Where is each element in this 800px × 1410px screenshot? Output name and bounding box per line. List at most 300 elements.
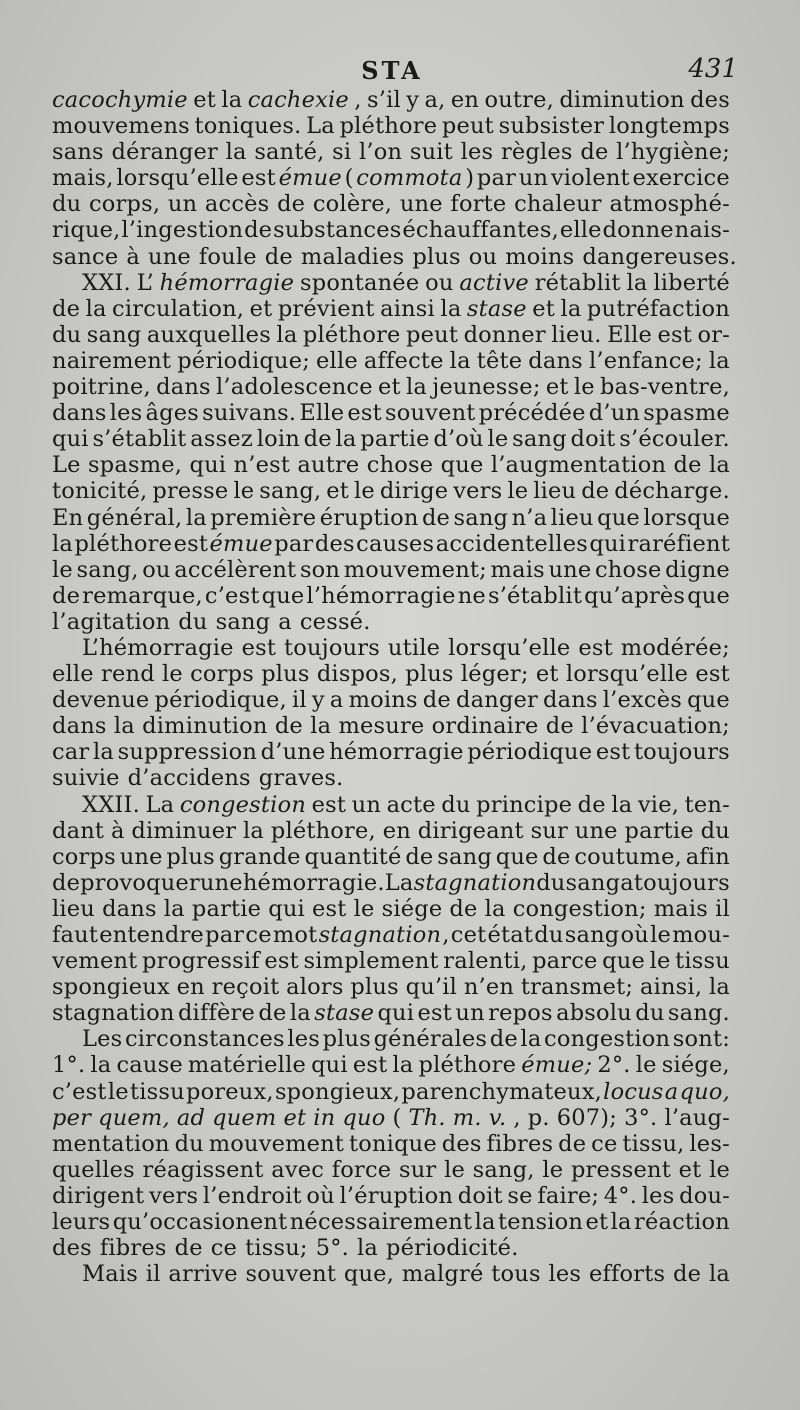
word: elle: [316, 347, 358, 374]
word: souvent: [384, 400, 476, 427]
word: le: [233, 478, 255, 505]
word: une: [574, 817, 618, 844]
word: ce: [591, 1130, 618, 1157]
word: per: [52, 1104, 92, 1131]
word: hémorragie: [329, 739, 464, 766]
word: du: [174, 1130, 204, 1157]
word: raréfient: [627, 530, 730, 557]
text-line: [52, 478, 730, 504]
word: vers: [453, 478, 503, 505]
word: la: [708, 974, 730, 1001]
word: quo: [342, 1104, 386, 1131]
word: l’excès: [602, 687, 682, 714]
word: poreux,: [185, 1078, 274, 1105]
word: état: [487, 922, 534, 948]
word: est: [657, 321, 692, 348]
word: vers: [149, 1182, 199, 1209]
word: périodicité.: [386, 1235, 519, 1262]
word: moins: [348, 687, 418, 714]
word: de: [258, 1000, 287, 1027]
word: l’ingestion: [121, 217, 244, 244]
word: tissu;: [245, 1235, 308, 1262]
word: qu’occasionent: [112, 1209, 288, 1236]
word: mouvement;: [343, 556, 487, 583]
word: en: [450, 87, 480, 113]
word: nairement: [52, 347, 172, 374]
word: circonstances: [124, 1026, 285, 1053]
word: de: [264, 243, 293, 270]
word: où: [306, 1182, 335, 1209]
text-line: [52, 609, 730, 635]
word: plus: [412, 243, 461, 270]
word: sang: [86, 321, 142, 348]
word: de: [580, 139, 609, 166]
word: les: [641, 1182, 675, 1209]
word: l’endroit: [202, 1182, 302, 1209]
word: sang: [512, 426, 567, 453]
word: elle: [559, 217, 602, 244]
word: le: [353, 895, 375, 922]
word: force: [331, 1156, 392, 1183]
word: spasme: [643, 400, 730, 427]
word: lorsqu’elle: [116, 165, 239, 192]
word: et: [535, 661, 559, 688]
word: générales: [373, 1026, 488, 1053]
word: sur: [398, 1156, 437, 1183]
word: doit: [457, 1182, 503, 1209]
word: jeunesse;: [432, 374, 541, 401]
word: (: [344, 165, 354, 192]
word: du: [52, 191, 82, 218]
word: L’: [136, 269, 154, 296]
word: la: [357, 1235, 379, 1262]
word: le: [650, 922, 671, 948]
text-line: [52, 139, 730, 165]
word: L’hémorragie: [82, 634, 234, 661]
word: ne: [457, 582, 486, 609]
word: v.: [488, 1104, 507, 1131]
word: la: [185, 504, 207, 531]
word: quem: [212, 1104, 277, 1131]
word: quelles: [52, 1156, 135, 1183]
text-line: [52, 818, 730, 844]
page-number: 431: [688, 54, 738, 84]
word: fibres: [99, 1235, 167, 1262]
word: vement: [52, 948, 138, 975]
word: dans: [528, 347, 583, 374]
word: spontanée: [299, 269, 420, 296]
word: siége: [381, 895, 443, 922]
word: toniques.: [194, 113, 302, 140]
word: malgré: [401, 1261, 484, 1288]
word: tonicité,: [52, 478, 148, 505]
word: diminution: [559, 87, 685, 113]
word: son: [299, 556, 341, 583]
word: dispos,: [316, 661, 399, 688]
word: bas-ventre,: [600, 374, 730, 401]
word: la: [52, 530, 74, 557]
word: quantité: [304, 843, 402, 870]
word: par: [205, 922, 245, 948]
word: violent: [550, 165, 630, 192]
word: qui: [52, 426, 89, 453]
word: plus: [166, 843, 215, 870]
word: éruption: [319, 504, 419, 531]
word: pléthore: [302, 321, 401, 348]
word: locus: [603, 1078, 664, 1105]
word: émue: [278, 165, 342, 192]
word: Les: [82, 1026, 123, 1053]
word: accélèrent: [174, 556, 297, 583]
word: provoquer: [80, 869, 200, 896]
word: est: [347, 400, 382, 427]
word: partie: [191, 895, 262, 922]
word: diffère: [177, 1000, 255, 1027]
word: et: [283, 1104, 307, 1131]
word: ten-: [684, 791, 730, 818]
word: nécessairement: [289, 1209, 473, 1236]
word: y: [311, 687, 325, 714]
word: échauffantes,: [402, 217, 559, 244]
word: poitrine,: [52, 374, 151, 401]
word: mouvemens: [52, 113, 190, 140]
word: dirigent: [52, 1182, 145, 1209]
word: simplement: [303, 948, 439, 975]
word: sang: [453, 504, 509, 531]
word: souvent: [245, 1261, 337, 1288]
word: un: [518, 165, 549, 192]
word: ou: [468, 243, 498, 270]
word: la: [708, 347, 730, 374]
word: tous: [491, 1261, 541, 1288]
text-line: [52, 713, 730, 739]
word: en: [176, 974, 205, 1001]
word: maladies: [300, 243, 405, 270]
word: foule: [198, 243, 257, 270]
word: toujours: [284, 634, 380, 661]
word: circulation,: [112, 295, 245, 322]
word: qui: [589, 530, 627, 557]
word: dans: [156, 374, 211, 401]
word: et: [249, 295, 273, 322]
text-line: [52, 217, 730, 243]
word: qui: [268, 895, 305, 922]
word: stase: [466, 295, 527, 322]
word: quem,: [98, 1104, 170, 1131]
word: si: [332, 139, 352, 166]
word: le: [444, 1156, 465, 1183]
text-line: [52, 270, 730, 296]
word: est: [241, 165, 276, 192]
word: assez: [190, 426, 253, 453]
word: tonique: [349, 1130, 437, 1157]
word: utile: [387, 634, 441, 661]
text-line: [52, 165, 730, 191]
word: le: [635, 1052, 657, 1079]
word: Mais: [82, 1261, 138, 1288]
word: sang,: [76, 556, 139, 583]
word: parenchymateux,: [401, 1078, 602, 1105]
word: à: [126, 243, 140, 270]
word: qu’il: [405, 974, 458, 1001]
word: la: [520, 1026, 542, 1053]
word: l’agitation: [52, 608, 171, 635]
word: ralenti,: [443, 948, 528, 975]
word: n’est: [233, 452, 291, 479]
word: sang.: [667, 1000, 730, 1027]
word: le: [107, 1078, 129, 1105]
word: stagnation: [413, 869, 537, 896]
word: grande: [218, 843, 301, 870]
word: de: [673, 1261, 702, 1288]
word: de: [52, 295, 81, 322]
word: arrive: [168, 1261, 238, 1288]
word: a: [278, 608, 292, 635]
word: La: [384, 869, 414, 896]
text-line: [52, 1079, 730, 1105]
word: la: [610, 1209, 632, 1236]
text-line: [52, 1026, 730, 1052]
word: des: [52, 1235, 92, 1262]
word: se: [507, 1182, 533, 1209]
word: siége,: [661, 1052, 730, 1079]
word: spongieux,: [274, 1078, 401, 1105]
word: la: [708, 452, 730, 479]
word: nais-: [674, 217, 730, 244]
word: progressif: [142, 948, 260, 975]
word: outre,: [484, 87, 554, 113]
word: 1°.: [52, 1052, 86, 1079]
word: un: [351, 791, 382, 818]
word: s’établit: [92, 426, 187, 453]
word: lorsqu’elle: [565, 661, 689, 688]
word: l’aug-: [664, 1104, 730, 1131]
word: de: [244, 217, 273, 244]
word: du: [178, 608, 208, 635]
word: du: [441, 791, 471, 818]
word: qui: [377, 1000, 415, 1027]
word: l’hémorragie: [306, 582, 456, 609]
word: tissu,: [622, 1130, 685, 1157]
word: les: [109, 400, 143, 427]
word: a: [329, 687, 344, 714]
word: matérielle: [187, 1052, 306, 1079]
word: est: [241, 634, 277, 661]
word: la: [276, 321, 298, 348]
word: par: [274, 530, 314, 557]
word: ,: [442, 922, 450, 948]
word: active: [459, 269, 529, 296]
word: congestion: [544, 1026, 671, 1053]
word: sang,: [472, 1156, 535, 1183]
word: (: [392, 1104, 402, 1131]
word: il: [715, 895, 730, 922]
word: a: [620, 869, 634, 896]
word: et: [545, 374, 569, 401]
word: accès: [204, 191, 270, 218]
word: le: [649, 948, 671, 975]
word: que,: [343, 1261, 395, 1288]
word: les: [287, 1026, 320, 1053]
text-line: [52, 1105, 730, 1131]
text-line: [52, 870, 730, 896]
word: mais: [653, 895, 709, 922]
word: chose: [366, 452, 434, 479]
word: plus: [322, 1026, 371, 1053]
word: le: [507, 478, 529, 505]
word: d’où: [433, 426, 484, 453]
word: corps: [190, 661, 254, 688]
word: acte: [386, 791, 436, 818]
word: que: [440, 452, 484, 479]
word: tissu: [675, 948, 730, 975]
word: règles: [500, 139, 573, 166]
word: toujours: [633, 869, 730, 896]
text-line: [52, 765, 730, 791]
word: 2°.: [597, 1052, 631, 1079]
text-line: [52, 1052, 730, 1078]
word: dans: [543, 687, 598, 714]
text-line: [52, 296, 730, 322]
word: Th.: [408, 1104, 446, 1131]
word: de: [405, 843, 434, 870]
word: subsister: [498, 113, 605, 140]
word: putréfaction: [586, 295, 730, 322]
word: 5°.: [315, 1235, 350, 1262]
word: du: [536, 869, 566, 896]
word: et: [377, 374, 401, 401]
word: que: [495, 843, 539, 870]
word: lieu.: [551, 321, 602, 348]
word: sang: [215, 608, 271, 635]
word: est: [595, 739, 631, 766]
word: auxquelles: [146, 321, 271, 348]
word: ce: [210, 1235, 238, 1262]
word: la: [626, 269, 648, 296]
word: la: [449, 347, 471, 374]
word: diminution: [142, 713, 268, 740]
word: suivie: [52, 765, 120, 792]
word: tête: [476, 347, 523, 374]
word: de: [449, 895, 478, 922]
word: ordinaire: [431, 713, 539, 740]
text-line: [52, 452, 730, 478]
word: elle: [52, 661, 94, 688]
word: cachexie: [247, 87, 349, 113]
word: du: [700, 817, 730, 844]
word: la: [225, 139, 247, 166]
word: donne: [602, 217, 674, 244]
word: de: [545, 713, 574, 740]
word: pléthore: [74, 530, 173, 557]
word: chose: [595, 556, 662, 583]
word: causes: [356, 530, 435, 557]
word: l’adolescence: [216, 374, 373, 401]
word: doit: [570, 426, 616, 453]
word: dou-: [679, 1182, 730, 1209]
word: le: [709, 1156, 730, 1183]
word: santé,: [254, 139, 325, 166]
word: forte: [450, 191, 507, 218]
word: et: [326, 478, 349, 505]
text-line: [52, 87, 730, 113]
word: Elle: [299, 400, 345, 427]
word: un: [167, 191, 198, 218]
word: hémorragie: [159, 269, 295, 296]
word: émue: [209, 530, 273, 557]
word: peut: [406, 321, 459, 348]
word: dans: [102, 895, 157, 922]
text-line: [52, 922, 730, 948]
word: que: [602, 948, 645, 975]
word: lorsque: [643, 504, 730, 531]
word: n’en: [463, 974, 515, 1001]
word: p.: [527, 1104, 550, 1131]
word: la: [405, 374, 427, 401]
word: faut: [52, 922, 99, 948]
text-line: [52, 974, 730, 1000]
word: coutume,: [574, 843, 682, 870]
word: XXI.: [82, 269, 131, 296]
text-line: [52, 322, 730, 348]
word: XXII.: [82, 791, 140, 818]
word: l’éruption: [339, 1182, 454, 1209]
word: précédée: [478, 400, 586, 427]
word: partie: [624, 817, 694, 844]
word: presse: [152, 478, 229, 505]
word: ou: [425, 269, 454, 296]
text-line: [52, 1183, 730, 1209]
word: plus: [350, 974, 399, 1001]
word: la: [90, 1052, 112, 1079]
word: principe: [476, 791, 573, 818]
text-line: [52, 1209, 730, 1235]
word: suit: [409, 139, 453, 166]
word: y: [406, 87, 420, 113]
text-line: [52, 1157, 730, 1183]
word: liberté: [653, 269, 730, 296]
word: parce: [532, 948, 598, 975]
word: dans: [52, 713, 107, 740]
word: ad: [176, 1104, 206, 1131]
word: n’a: [511, 504, 548, 531]
text-line: [52, 739, 730, 765]
word: de: [52, 869, 81, 896]
word: absolu: [556, 1000, 632, 1027]
word: mais,: [52, 165, 114, 192]
word: la: [335, 426, 357, 453]
word: afin: [685, 843, 730, 870]
word: loin: [256, 426, 300, 453]
word: peut: [441, 113, 494, 140]
word: entendre: [99, 922, 204, 948]
word: Le: [52, 452, 81, 479]
word: est: [312, 895, 347, 922]
word: tension: [498, 1209, 584, 1236]
word: la: [560, 295, 582, 322]
word: atmosphé-: [609, 191, 730, 218]
word: du: [52, 321, 82, 348]
word: tissu: [129, 1078, 185, 1105]
word: leurs: [52, 1209, 111, 1236]
word: remarque,: [82, 582, 203, 609]
word: par: [476, 165, 517, 192]
word: une: [199, 869, 243, 896]
text-line: [52, 531, 730, 557]
word: le: [353, 478, 375, 505]
word: cet: [450, 922, 487, 948]
word: et: [532, 295, 555, 322]
